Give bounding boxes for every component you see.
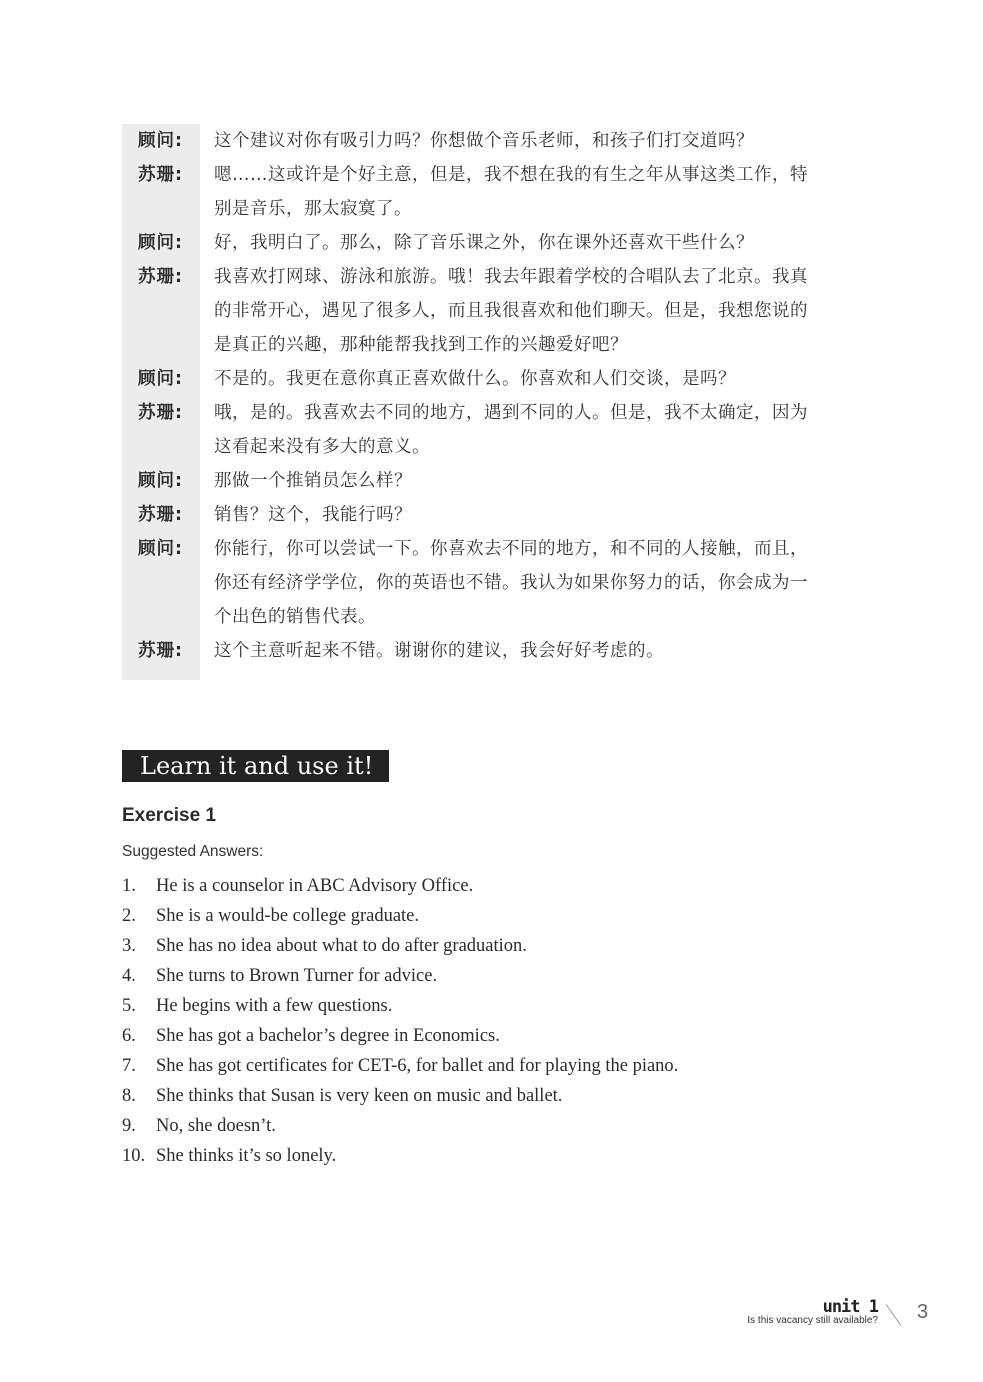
answer-text: No, she doesn’t. [156, 1116, 276, 1136]
page-number: 3 [917, 1301, 929, 1323]
speech-line: 这看起来没有多大的意义。 [214, 437, 430, 457]
exercise-title: Exercise 1 [122, 805, 217, 826]
speech-text [214, 124, 880, 158]
suggested-answers-label: Suggested Answers: [122, 843, 264, 860]
speaker-label: 苏珊: [138, 403, 183, 423]
answer-item [122, 1021, 678, 1051]
answer-text: She turns to Brown Turner for advice. [156, 966, 438, 986]
answer-number: 3. [122, 936, 136, 956]
answer-number: 7. [122, 1056, 136, 1076]
unit-subtitle: Is this vacancy still available? [747, 1315, 878, 1326]
speech-line: 销售？这个，我能行吗？ [214, 505, 412, 525]
dialogue-turn [122, 226, 882, 260]
page-separator [886, 1304, 902, 1326]
answer-text: She has got a bachelor’s degree in Economics. [156, 1026, 500, 1046]
dialogue-turn [122, 124, 882, 158]
dialogue-turn [122, 362, 882, 396]
section-title: Learn it and use it! [140, 752, 374, 780]
speech-line: 的非常开心，遇见了很多人，而且我很喜欢和他们聊天。但是，我想您说的 [214, 301, 808, 321]
speaker-label: 顾问: [138, 471, 183, 491]
speaker-label: 顾问: [138, 131, 183, 151]
dialogue-turn [122, 464, 882, 498]
answer-number: 6. [122, 1026, 136, 1046]
speaker-label: 苏珊: [138, 641, 183, 661]
answer-number: 10. [122, 1146, 146, 1166]
answer-number: 2. [122, 906, 136, 926]
answer-item [122, 871, 678, 901]
answer-text: She has no idea about what to do after graduation. [156, 936, 527, 956]
answer-item [122, 991, 678, 1021]
speaker-label: 苏珊: [138, 165, 183, 185]
answer-number: 5. [122, 996, 136, 1016]
answer-item [122, 1081, 678, 1111]
speech-line: 别是音乐，那太寂寞了。 [214, 199, 412, 219]
dialogue-turn [122, 158, 882, 226]
speaker-label: 顾问: [138, 233, 183, 253]
speech-line: 好，我明白了。那么，除了音乐课之外，你在课外还喜欢干些什么？ [214, 233, 754, 253]
dialogue-turn [122, 396, 882, 464]
speech-line: 个出色的销售代表。 [214, 607, 376, 627]
dialogue-turn [122, 634, 882, 668]
speech-text [214, 158, 880, 226]
answer-text: He begins with a few questions. [156, 996, 393, 1016]
answer-text: She thinks that Susan is very keen on music and ballet. [156, 1086, 563, 1106]
speech-line: 哦，是的。我喜欢去不同的地方，遇到不同的人。但是，我不太确定，因为 [214, 403, 808, 423]
answer-number: 8. [122, 1086, 136, 1106]
dialogue-block [122, 124, 882, 668]
dialogue-turn [122, 532, 882, 634]
answer-item [122, 1051, 678, 1081]
answer-item [122, 901, 678, 931]
speech-line: 我喜欢打网球、游泳和旅游。哦！我去年跟着学校的合唱队去了北京。我真 [214, 267, 808, 287]
footer-unit [747, 1299, 878, 1327]
dialogue-turn [122, 498, 882, 532]
answer-item [122, 1141, 678, 1171]
speech-text [214, 362, 880, 396]
answer-text: She is a would-be college graduate. [156, 906, 420, 926]
speech-line: 这个建议对你有吸引力吗？你想做个音乐老师，和孩子们打交道吗？ [214, 131, 754, 151]
speech-text [214, 532, 880, 634]
answer-item [122, 1111, 678, 1141]
speech-line: 那做一个推销员怎么样？ [214, 471, 412, 491]
answer-number: 1. [122, 876, 136, 896]
speech-text [214, 396, 880, 464]
answer-list [122, 871, 678, 1171]
speaker-label: 顾问: [138, 539, 183, 559]
speech-line: 你还有经济学学位，你的英语也不错。我认为如果你努力的话，你会成为一 [214, 573, 808, 593]
dialogue-lines [122, 124, 882, 668]
speaker-label: 顾问: [138, 369, 183, 389]
answer-text: He is a counselor in ABC Advisory Office. [156, 876, 474, 896]
answer-number: 4. [122, 966, 136, 986]
dialogue-turn [122, 260, 882, 362]
speech-text [214, 226, 880, 260]
speech-line: 不是的。我更在意你真正喜欢做什么。你喜欢和人们交谈，是吗？ [214, 369, 736, 389]
speaker-label: 苏珊: [138, 505, 183, 525]
speech-text [214, 634, 880, 668]
answer-item [122, 931, 678, 961]
section-banner [122, 750, 389, 782]
answer-number: 9. [122, 1116, 136, 1136]
speech-line: 是真正的兴趣，那种能帮我找到工作的兴趣爱好吧？ [214, 335, 628, 355]
speaker-label: 苏珊: [138, 267, 183, 287]
answer-item [122, 961, 678, 991]
speech-line: 嗯……这或许是个好主意，但是，我不想在我的有生之年从事这类工作，特 [214, 165, 808, 185]
speech-line: 这个主意听起来不错。谢谢你的建议，我会好好考虑的。 [214, 641, 664, 661]
unit-label: unit 1 [822, 1297, 878, 1317]
answer-text: She has got certificates for CET-6, for ballet and for playing the piano. [156, 1056, 679, 1076]
speech-text [214, 498, 880, 532]
speech-text [214, 464, 880, 498]
speech-line: 你能行，你可以尝试一下。你喜欢去不同的地方，和不同的人接触，而且， [214, 539, 808, 559]
speech-text [214, 260, 880, 362]
answer-text: She thinks it’s so lonely. [156, 1146, 337, 1166]
